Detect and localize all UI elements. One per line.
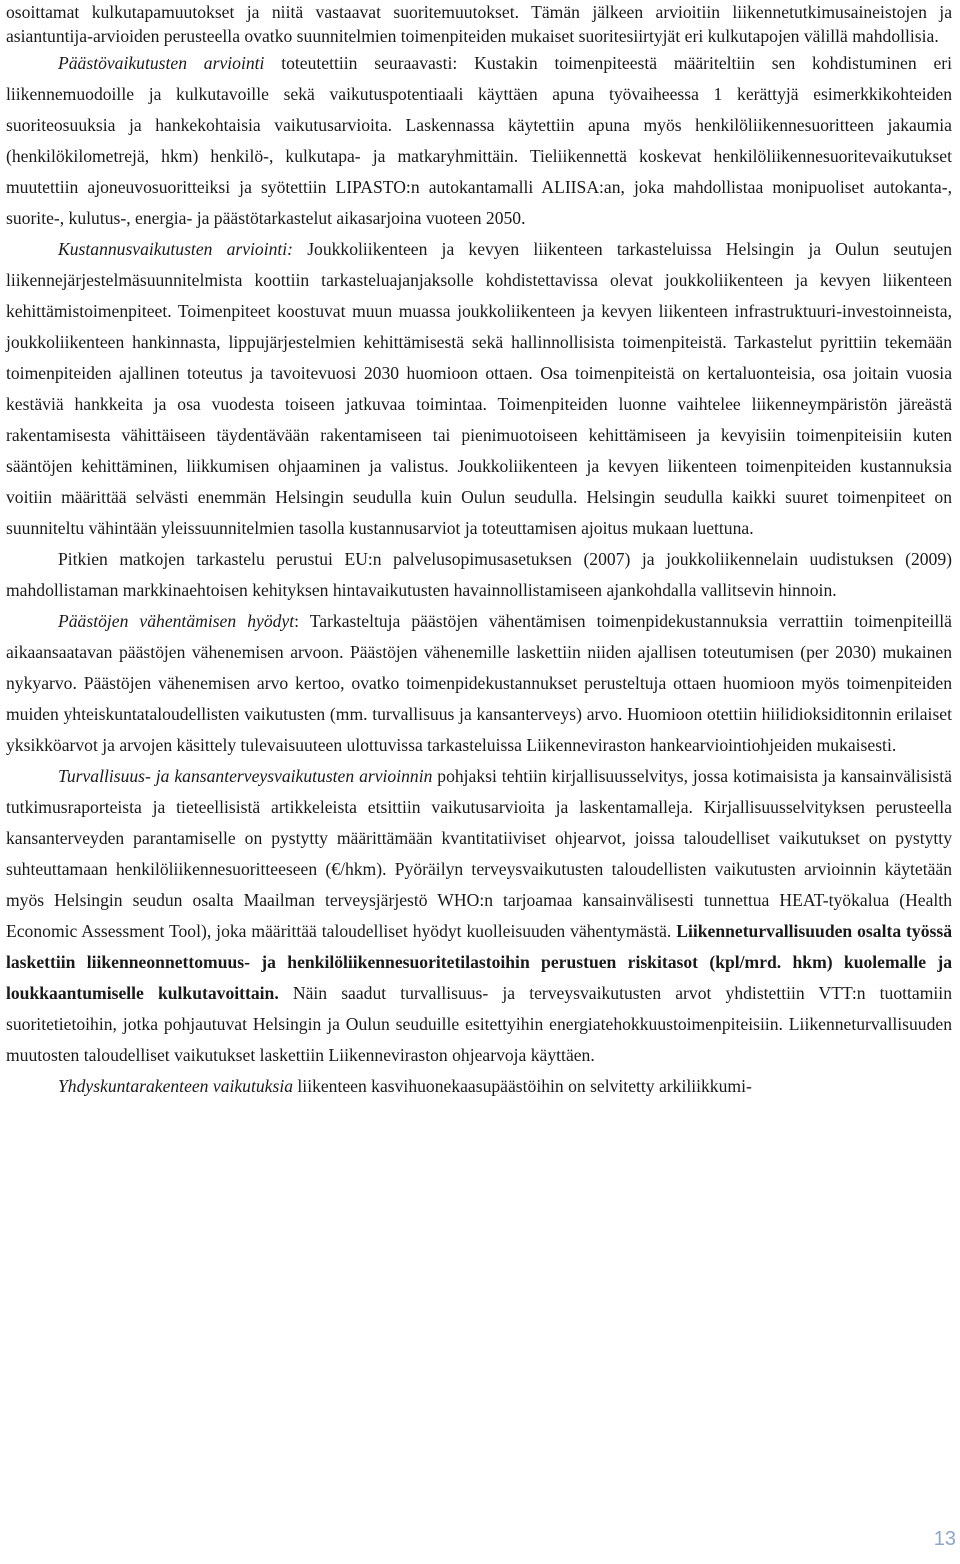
paragraph-emission-reduction-benefits [6, 606, 952, 761]
paragraph-lead-italic: Turvallisuus- ja kansanterveysvaikutusten arvioinnin [58, 766, 433, 786]
paragraph-text: Pitkien matkojen tarkastelu perustui EU:n palvelusopimusasetuksen (2007) ja joukkoliikennelain uudistuksen (2009) mahdollistaman markkinaehtoisen kehityksen hintavaikutusten havainnollistamiseen ajankohdalla vallitsevin hinnoin. [6, 549, 952, 600]
paragraph-continued-intro [6, 0, 952, 48]
paragraph-emissions-assessment [6, 48, 952, 234]
page-number: 13 [933, 1528, 956, 1550]
paragraph-text: Joukkoliikenteen ja kevyen liikenteen tarkasteluissa Helsingin ja Oulun seutujen liikennejärjestelmäsuunnitelmista koottiin tarkasteluajanjaksolle kohdistettavissa olevat joukkoliikenteen ja kevyen liikenteen kehittämistoimenpiteet. Toimenpiteet koostuvat muun muassa joukkoliikenteen ja kevyen liikenteen infrastruktuuri-investoinneista, joukkoliikenteen hankinnasta, lippujärjestelmien kehittämisestä sekä hallinnollisista toimenpiteistä. Tarkastelut pyrittiin tekemään toimenpiteiden ajallinen toteutus ja tavoitevuosi 2030 huomioon ottaen. Osa toimenpiteistä on kertaluonteisia, osa joitain vuosia kestäviä hankkeita ja osa vuodesta toiseen jatkuvaa toimintaa. Toimenpiteiden luonne vaihtelee liikenneympäristön järeästä rakentamisesta vähittäiseen täydentävään rakentamiseen tai pienimuotoiseen kehittämiseen ja kevyisiin toimenpiteisiin kuten sääntöjen kehittäminen, liikkumisen ohjaaminen ja valistus. Joukkoliikenteen ja kevyen liikenteen toimenpiteiden kustannuksia voitiin määrittää selvästi enemmän Helsingin seudulla kuin Oulun seudulla. Helsingin seudulla kaikki suuret toimenpiteet on suunniteltu vähintään yleissuunnitelmien tasolla kustannusarviot ja toteuttamisen ajoitus mukaan luettuna. [6, 239, 952, 538]
paragraph-text: pohjaksi tehtiin kirjallisuusselvitys, jossa kotimaisista ja kansainvälisistä tutkimusraporteista ja tieteellisistä artikkeleista etsittiin vaikutusarvioita ja laskentamalleja. Kirjallisuusselvityksen perusteella kansanterveyden parantamiselle on pystytty määrittämään kvantitatiiviset ohjearvot, joissa taloudelliset vaikutukset on pystytty suhteuttamaan henkilöliikennesuoritteeseen (€/hkm). Pyöräilyn terveysvaikutusten taloudellisten vaikutusten arvioinnin käytetään myös Helsingin seudun osalta Maailman terveysjärjestö WHO:n tarjoamaa kansainvälisesti tunnettua HEAT-työkalua (Health Economic Assessment Tool), joka määrittää taloudelliset hyödyt kuolleisuuden vähentymästä. [6, 766, 952, 941]
paragraph-text: osoittamat kulkutapamuutokset ja niitä vastaavat suoritemuutokset. Tämän jälkeen arvioitiin liikennetutkimusaineistojen ja asiantuntija-arvioiden perusteella ovatko suunnitelmien toimenpiteiden mukaiset suoritesiirtyjät eri kulkutapojen välillä mahdollisia. [6, 2, 952, 46]
paragraph-lead-italic: Kustannusvaikutusten arviointi: [58, 239, 294, 259]
paragraph-bold-sentence: Liikenneturvallisuuden osalta työssä laskettiin liikenneonnettomuus- ja henkilöliikennesuoritetilastoihin perustuen riskitasot (kpl/mrd. hkm) kuolemalle ja loukkaantumiselle kulkutavoittain. [6, 921, 953, 1003]
document-page [6, 0, 952, 1102]
paragraph-lead-italic: Päästövaikutusten arviointi [58, 53, 265, 73]
paragraph-cost-assessment [6, 234, 952, 544]
paragraph-long-trips [6, 544, 952, 606]
paragraph-text: Näin saadut turvallisuus- ja terveysvaikutusten arvot yhdistettiin VTT:n tuottamiin suoritetietoihin, jotka pohjautuvat Helsingin ja Oulun seuduille esitettyihin energiatehokkuustoimenpiteisiin. Liikenneturvallisuuden muutosten taloudelliset vaikutukset laskettiin Liikenneviraston ohjearvoja käyttäen. [6, 983, 952, 1065]
paragraph-lead-italic: Päästöjen vähentämisen hyödyt [58, 611, 295, 631]
paragraph-urban-structure [6, 1071, 952, 1102]
paragraph-text: : Tarkasteltuja päästöjen vähentämisen toimenpidekustannuksia verrattiin toimenpiteillä aikaansaatavan päästöjen vähenemisen arvoon. Päästöjen vähenemille laskettiin niiden ajallisen toteutumisen (per 2030) mukainen nykyarvo. Päästöjen vähenemisen arvo kertoo, ovatko toimenpidekustannukset perusteltuja ottaen huomioon myös toimenpiteiden muiden yhteiskuntataloudellisten vaikutusten (mm. turvallisuus ja kansanterveys) arvo. Huomioon otettiin hiilidioksiditonnin erilaiset yksikköarvot ja arvojen käsittely tulevaisuuteen ulottuvissa tarkasteluissa Liikenneviraston hankearviointiohjeiden mukaisesti. [6, 611, 952, 755]
paragraph-text: liikenteen kasvihuonekaasupäästöihin on selvitetty arkiliikkumi- [293, 1076, 752, 1096]
paragraph-lead-italic: Yhdyskuntarakenteen vaikutuksia [58, 1076, 294, 1096]
paragraph-safety-health-assessment [6, 761, 952, 1071]
paragraph-text: toteutettiin seuraavasti: Kustakin toimenpiteestä määriteltiin sen kohdistuminen eri liikennemuodoille ja kulkutavoille sekä vaikutuspotentiaali käyttäen apuna työvaiheessa 1 kerättyjä esimerkkikohteiden suoriteosuuksia ja hankekohtaisia vaikutusarvioita. Laskennassa käytettiin apuna myös henkilöliikennesuoritteen jakaumia (henkilökilometrejä, hkm) henkilö-, kulkutapa- ja matkaryhmittäin. Tieliikennettä koskevat henkilöliikennesuoritevaikutukset muutettiin ajoneuvosuoritteiksi ja syötettiin LIPASTO:n autokantamalli ALIISA:an, joka mahdollistaa monipuoliset autokanta-, suorite-, kulutus-, energia- ja päästötarkastelut aikasarjoina vuoteen 2050. [6, 53, 953, 228]
